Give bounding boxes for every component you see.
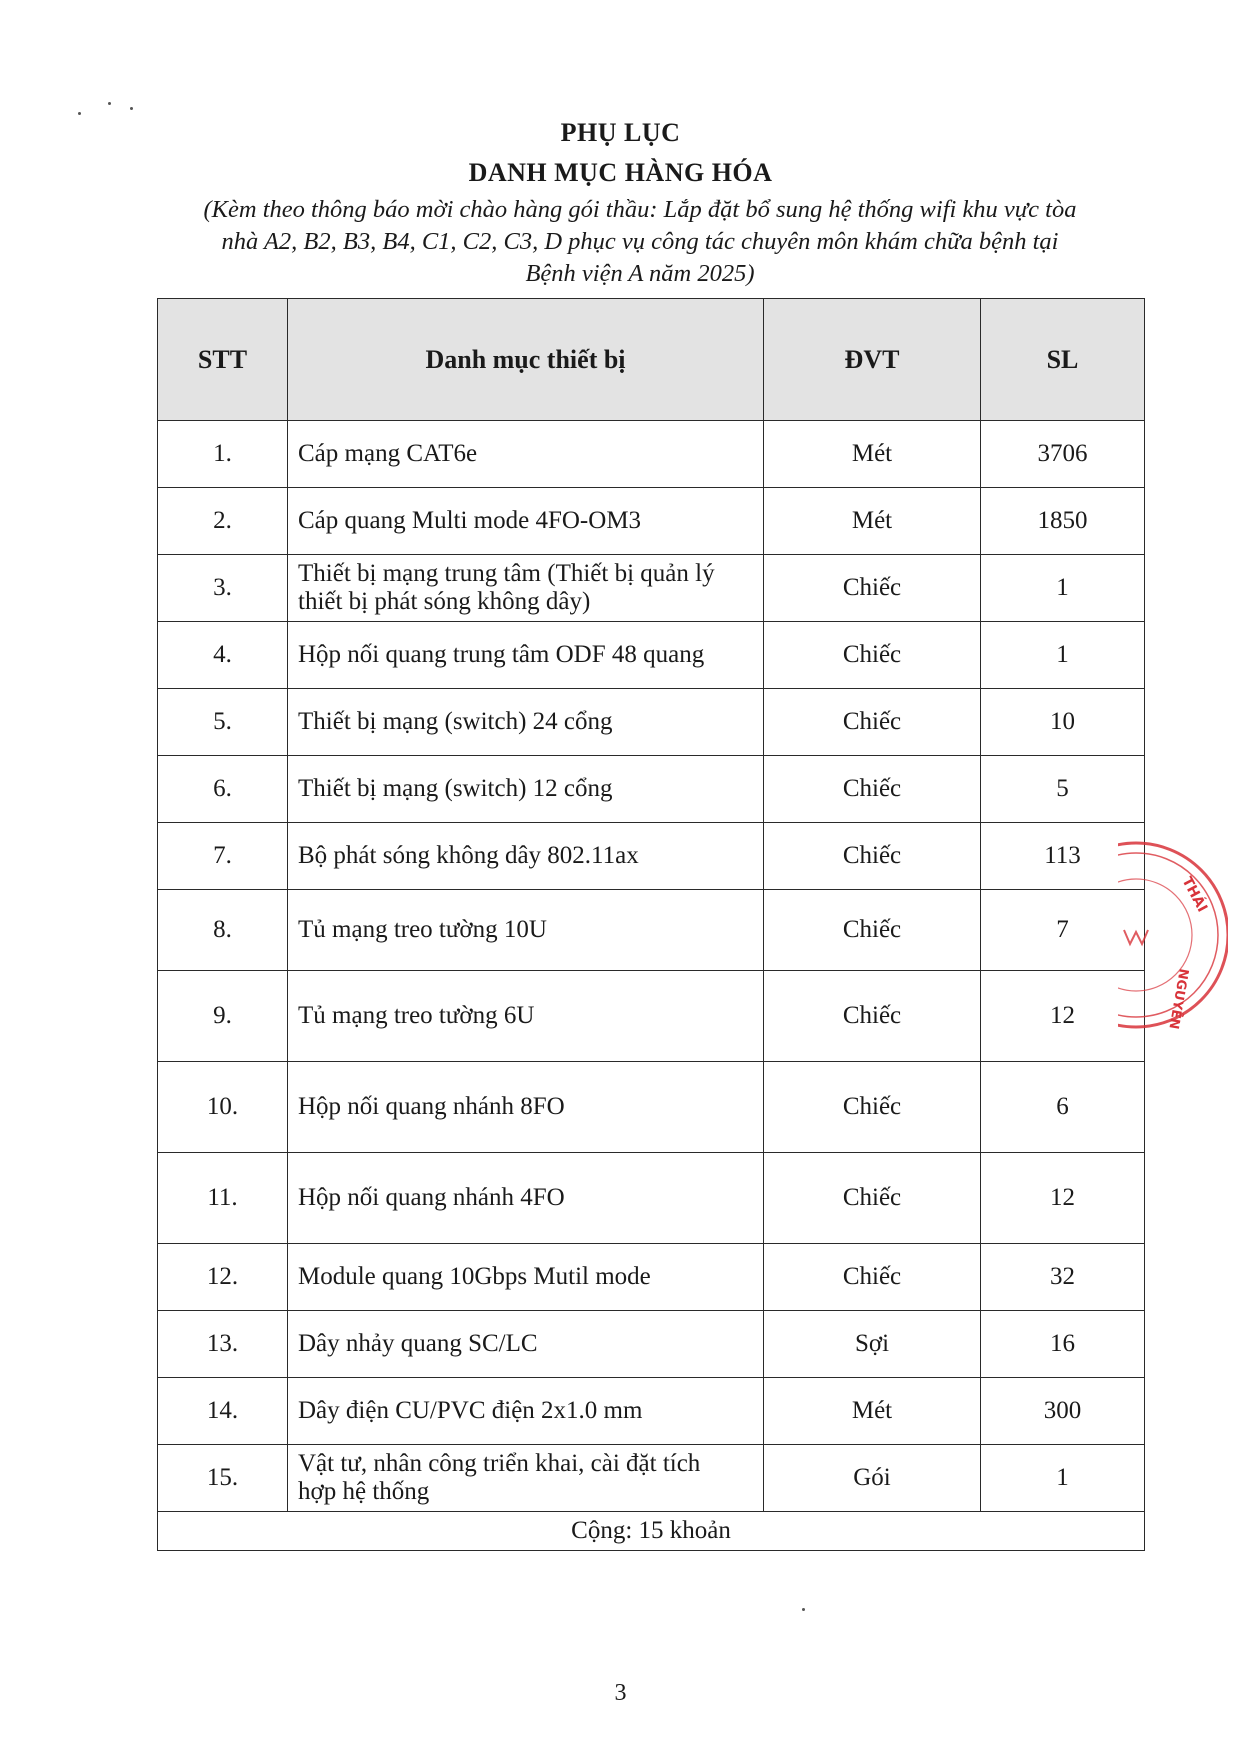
row-stt: 15. bbox=[158, 1445, 288, 1512]
row-unit: Chiếc bbox=[764, 756, 981, 823]
row-stt: 12. bbox=[158, 1244, 288, 1311]
row-unit: Chiếc bbox=[764, 890, 981, 971]
row-stt: 13. bbox=[158, 1311, 288, 1378]
scan-speck bbox=[108, 102, 111, 105]
row-item-name-line-1: Thiết bị mạng trung tâm (Thiết bị quản lý bbox=[298, 560, 715, 587]
row-unit: Chiếc bbox=[764, 555, 981, 622]
note-line-3: Bệnh viện A năm 2025) bbox=[525, 260, 755, 287]
row-item-name: Module quang 10Gbps Mutil mode bbox=[288, 1244, 764, 1311]
row-stt: 5. bbox=[158, 689, 288, 756]
row-unit: Sợi bbox=[764, 1311, 981, 1378]
column-header-stt: STT bbox=[158, 299, 288, 421]
row-unit: Mét bbox=[764, 1378, 981, 1445]
table-row bbox=[158, 555, 1145, 622]
row-quantity: 300 bbox=[981, 1378, 1145, 1445]
row-quantity: 1 bbox=[981, 555, 1145, 622]
row-stt: 14. bbox=[158, 1378, 288, 1445]
row-stt: 7. bbox=[158, 823, 288, 890]
row-item-name: Tủ mạng treo tường 6U bbox=[288, 971, 764, 1062]
table-row bbox=[158, 1378, 1145, 1445]
document-note bbox=[150, 194, 1130, 290]
row-stt: 8. bbox=[158, 890, 288, 971]
page-number: 3 bbox=[614, 1680, 627, 1706]
row-item-name bbox=[288, 1445, 764, 1512]
table-row bbox=[158, 421, 1145, 488]
row-unit: Chiếc bbox=[764, 1153, 981, 1244]
row-stt: 1. bbox=[158, 421, 288, 488]
row-unit: Chiếc bbox=[764, 689, 981, 756]
row-stt: 4. bbox=[158, 622, 288, 689]
scan-speck bbox=[130, 107, 133, 110]
note-line-1: (Kèm theo thông báo mời chào hàng gói thầu: Lắp đặt bổ sung hệ thống wifi khu vực tòa bbox=[203, 196, 1077, 223]
row-quantity: 16 bbox=[981, 1311, 1145, 1378]
row-quantity: 10 bbox=[981, 689, 1145, 756]
row-quantity: 32 bbox=[981, 1244, 1145, 1311]
document-title: DANH MỤC HÀNG HÓA bbox=[468, 158, 773, 187]
table-row bbox=[158, 971, 1145, 1062]
table-header-row bbox=[158, 299, 1145, 421]
row-quantity: 1 bbox=[981, 1445, 1145, 1512]
row-item-name: Dây điện CU/PVC điện 2x1.0 mm bbox=[288, 1378, 764, 1445]
table-total: Cộng: 15 khoản bbox=[158, 1512, 1145, 1551]
note-line-2: nhà A2, B2, B3, B4, C1, C2, C3, D phục vụ công tác chuyên môn khám chữa bệnh tại bbox=[221, 228, 1059, 255]
row-unit: Chiếc bbox=[764, 622, 981, 689]
seal-text-top: THÁI bbox=[1178, 874, 1211, 915]
goods-table bbox=[157, 298, 1145, 1551]
row-unit: Chiếc bbox=[764, 1062, 981, 1153]
table-total-row bbox=[158, 1512, 1145, 1551]
row-unit: Chiếc bbox=[764, 1244, 981, 1311]
table-row bbox=[158, 756, 1145, 823]
scan-speck bbox=[802, 1608, 805, 1611]
table-row bbox=[158, 1311, 1145, 1378]
table-row bbox=[158, 622, 1145, 689]
row-item-name: Hộp nối quang trung tâm ODF 48 quang bbox=[288, 622, 764, 689]
table-row bbox=[158, 1062, 1145, 1153]
column-header-qty: SL bbox=[981, 299, 1145, 421]
row-stt: 2. bbox=[158, 488, 288, 555]
row-item-name-line-2: thiết bị phát sóng không dây) bbox=[298, 588, 591, 615]
table-row bbox=[158, 1445, 1145, 1512]
row-stt: 10. bbox=[158, 1062, 288, 1153]
table-row bbox=[158, 488, 1145, 555]
row-quantity: 12 bbox=[981, 971, 1145, 1062]
row-quantity: 1850 bbox=[981, 488, 1145, 555]
row-unit: Chiếc bbox=[764, 823, 981, 890]
row-unit: Mét bbox=[764, 421, 981, 488]
row-stt: 3. bbox=[158, 555, 288, 622]
row-quantity: 6 bbox=[981, 1062, 1145, 1153]
row-stt: 9. bbox=[158, 971, 288, 1062]
row-quantity: 5 bbox=[981, 756, 1145, 823]
row-item-name: Hộp nối quang nhánh 4FO bbox=[288, 1153, 764, 1244]
appendix-title: PHỤ LỤC bbox=[560, 118, 681, 147]
row-item-name-line-1: Vật tư, nhân công triển khai, cài đặt tích bbox=[298, 1450, 701, 1477]
seal-text-side: NGUYÊN bbox=[1165, 967, 1191, 1030]
row-quantity: 1 bbox=[981, 622, 1145, 689]
row-item-name: Tủ mạng treo tường 10U bbox=[288, 890, 764, 971]
row-quantity: 113 bbox=[981, 823, 1145, 890]
row-item-name: Dây nhảy quang SC/LC bbox=[288, 1311, 764, 1378]
row-item-name: Hộp nối quang nhánh 8FO bbox=[288, 1062, 764, 1153]
row-unit: Chiếc bbox=[764, 971, 981, 1062]
table-row bbox=[158, 890, 1145, 971]
row-unit: Mét bbox=[764, 488, 981, 555]
row-stt: 11. bbox=[158, 1153, 288, 1244]
row-unit: Gói bbox=[764, 1445, 981, 1512]
row-item-name: Thiết bị mạng (switch) 24 cổng bbox=[288, 689, 764, 756]
table-row bbox=[158, 1244, 1145, 1311]
row-item-name bbox=[288, 555, 764, 622]
column-header-name: Danh mục thiết bị bbox=[288, 299, 764, 421]
row-item-name: Cáp quang Multi mode 4FO-OM3 bbox=[288, 488, 764, 555]
row-item-name: Bộ phát sóng không dây 802.11ax bbox=[288, 823, 764, 890]
row-quantity: 3706 bbox=[981, 421, 1145, 488]
column-header-unit: ĐVT bbox=[764, 299, 981, 421]
table-row bbox=[158, 1153, 1145, 1244]
row-quantity: 12 bbox=[981, 1153, 1145, 1244]
row-item-name: Thiết bị mạng (switch) 12 cổng bbox=[288, 756, 764, 823]
table-row bbox=[158, 689, 1145, 756]
row-item-name: Cáp mạng CAT6e bbox=[288, 421, 764, 488]
table-row bbox=[158, 823, 1145, 890]
row-stt: 6. bbox=[158, 756, 288, 823]
scan-speck bbox=[78, 112, 81, 115]
row-quantity: 7 bbox=[981, 890, 1145, 971]
row-item-name-line-2: hợp hệ thống bbox=[298, 1478, 430, 1505]
